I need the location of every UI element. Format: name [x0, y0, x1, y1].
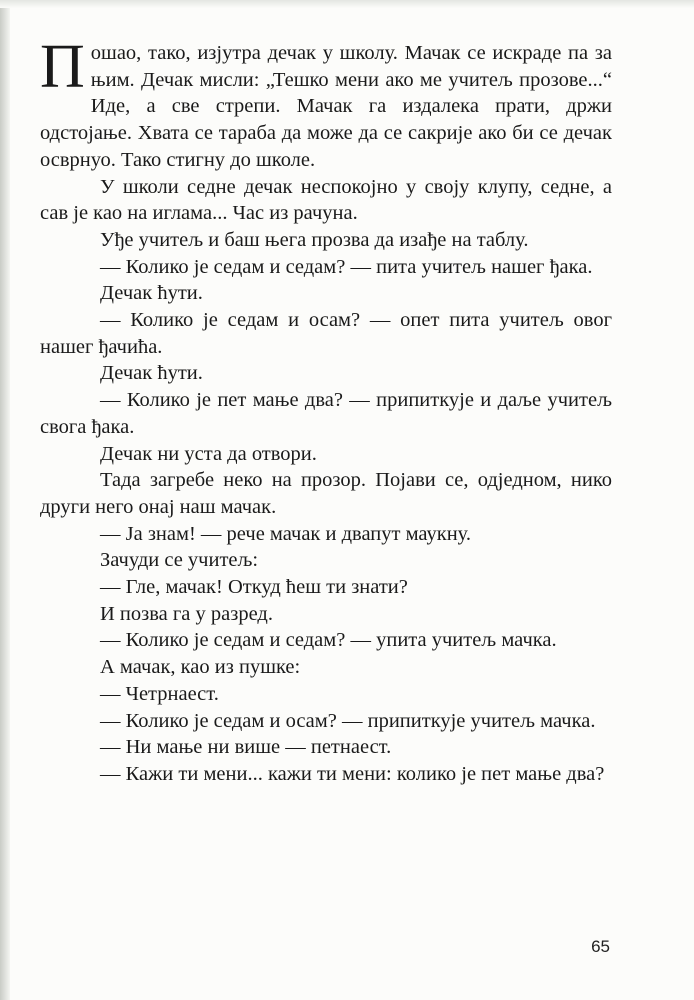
first-paragraph	[40, 33, 612, 174]
paragraph: — Колико је седам и осам? — припиткује учитељ мачка.	[100, 709, 596, 732]
paragraph: — Колико је седам и осам? — опет пита учитељ овог нашег ђачића.	[40, 309, 612, 358]
paragraph: — Колико је пет мање два? — припиткује и даље учитељ свога ђака.	[40, 389, 612, 438]
paragraph: — Гле, мачак! Откуд ћеш ти знати?	[100, 576, 408, 599]
paragraph: Дечак ћути.	[100, 362, 203, 385]
paragraph: Тада загребе неко на прозор. Појави се, одједном, нико други него онај наш мачак.	[40, 469, 612, 518]
page-number: 65	[591, 937, 610, 956]
paragraph: — Колико је седам и седам? — пита учитељ нашег ђака.	[100, 255, 593, 278]
paragraph: А мачак, као из пушке:	[100, 656, 301, 679]
paragraph: — Кажи ти мени... кажи ти мени: колико је пет мање два?	[100, 762, 605, 785]
paragraph: — Четрнаест.	[100, 682, 219, 705]
page-top-shadow	[0, 0, 694, 8]
page-text	[40, 33, 612, 788]
first-paragraph-text: ошао, тако, изјутра дечак у школу. Мачак се искраде па за њим. Дечак мисли: „Тешко мени ако ме учитељ прозове...“ Иде, а све стрепи. Мачак га издалека прати, држи одстојање. Хвата се тараба да може да се сакрије ако би се дечак осврнуо. Тако стигну до школе.	[40, 42, 612, 171]
paragraph: Уђе учитељ и баш њега прозва да изађе на таблу.	[100, 228, 529, 251]
page-left-shadow	[0, 0, 10, 1000]
drop-cap: П	[40, 33, 85, 101]
paragraph: — Ја знам! — рече мачак и двапут маукну.	[100, 522, 471, 545]
paragraph: Зачуди се учитељ:	[100, 549, 259, 572]
paragraph: Дечак ћути.	[100, 282, 203, 305]
paragraph: — Колико је седам и седам? — упита учитељ мачка.	[100, 629, 557, 652]
paragraph: И позва га у разред.	[100, 602, 273, 625]
paragraph: У школи седне дечак неспокојно у своју клупу, седне, а сав је као на иглама... Час из рачуна.	[40, 175, 612, 225]
paragraph: Дечак ни уста да отвори.	[100, 442, 317, 465]
paragraph: — Ни мање ни више — петнаест.	[100, 736, 392, 759]
